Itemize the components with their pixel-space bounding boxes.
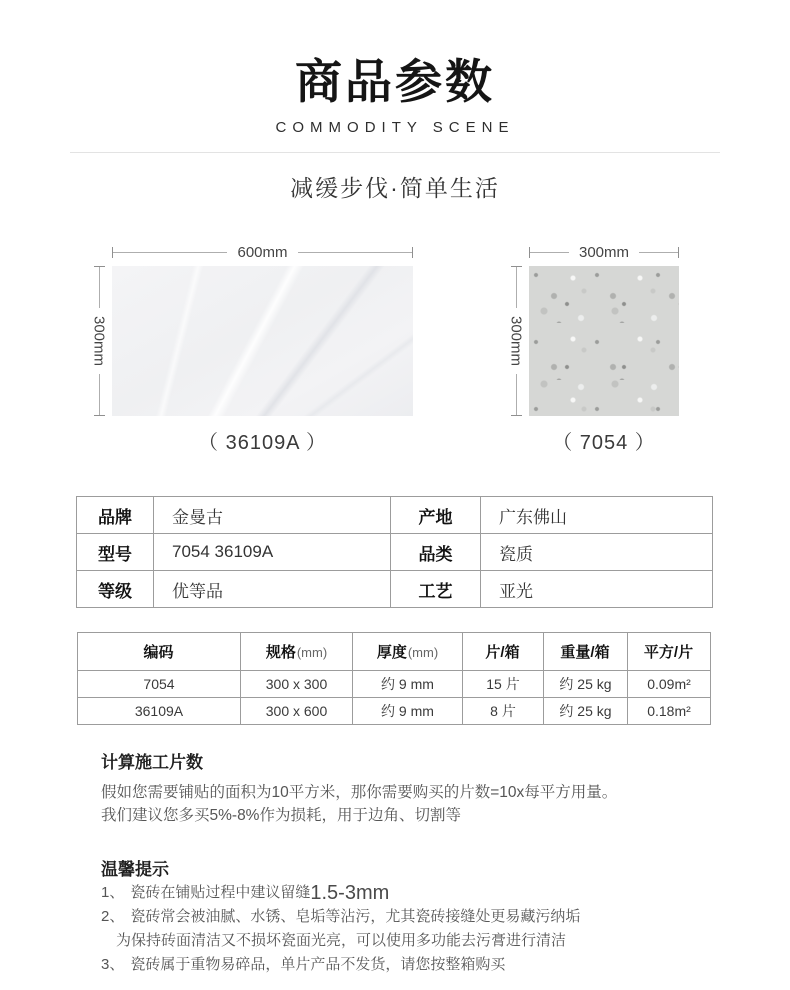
cell-area: 0.18m²	[628, 698, 711, 725]
spec-value-origin: 广东佛山	[481, 497, 713, 534]
dimension-tick	[412, 247, 413, 258]
tip-text: 为保持砖面清洁又不损坏瓷面光亮，可以使用多功能去污膏进行清洁	[116, 932, 567, 949]
spec-label-craft: 工艺	[391, 571, 481, 608]
width-dimension	[112, 245, 413, 259]
spec-row	[77, 497, 713, 534]
tile-figures	[0, 245, 790, 455]
size-table	[77, 632, 711, 725]
spec-label-category: 品类	[391, 534, 481, 571]
cell-thickness: 约 9 mm	[353, 698, 463, 725]
tip-item-2	[101, 906, 720, 928]
calc-section	[101, 753, 720, 827]
tile-image-36109a	[112, 266, 413, 416]
tile-caption-36109a: （ 36109A ）	[198, 432, 327, 454]
spec-table	[76, 496, 713, 608]
cell-code: 7054	[78, 671, 241, 698]
tip-number: 1、	[101, 884, 125, 901]
dimension-line	[113, 252, 227, 253]
dimension-line	[99, 374, 100, 415]
calc-line-1: 假如您需要铺贴的面积为10平方米，那你需要购买的片数=10x每平方用量。	[101, 784, 618, 801]
spec-label-brand: 品牌	[77, 497, 154, 534]
cell-weight: 约 25 kg	[544, 671, 628, 698]
dimension-line	[99, 267, 100, 308]
col-header-spec: 规格(mm)	[241, 633, 353, 671]
spec-label-grade: 等级	[77, 571, 154, 608]
spec-value-category: 瓷质	[481, 534, 713, 571]
tips-section	[101, 860, 720, 976]
calc-heading: 计算施工片数	[101, 753, 203, 772]
page-title: 商品参数	[295, 55, 495, 108]
tile-caption-7054: （ 7054 ）	[552, 432, 656, 454]
dimension-line	[516, 267, 517, 308]
col-header-thickness: 厚度(mm)	[353, 633, 463, 671]
cell-pieces: 15 片	[463, 671, 544, 698]
col-header-code: 编码	[78, 633, 241, 671]
cell-pieces: 8 片	[463, 698, 544, 725]
dimension-line	[298, 252, 412, 253]
spec-row	[77, 534, 713, 571]
size-table-row-36109a	[78, 698, 711, 725]
cell-thickness: 约 9 mm	[353, 671, 463, 698]
height-dimension	[503, 266, 529, 416]
tip-item-2-continued	[101, 930, 720, 952]
size-table-row-7054	[78, 671, 711, 698]
spec-label-model: 型号	[77, 534, 154, 571]
dimension-line	[639, 252, 678, 253]
tagline: 减缓步伐·简单生活	[290, 175, 500, 201]
spec-value-grade: 优等品	[154, 571, 391, 608]
height-dimension	[86, 266, 112, 416]
cell-weight: 约 25 kg	[544, 698, 628, 725]
dimension-tick	[678, 247, 679, 258]
width-dimension-label: 600mm	[237, 243, 288, 261]
height-dimension-label: 300mm	[507, 315, 525, 367]
tile-image-7054	[529, 266, 679, 416]
tip-item-1	[101, 882, 720, 904]
width-dimension	[529, 245, 679, 259]
tip-highlight-gap-size: 1.5-3mm	[310, 882, 390, 904]
calc-line-2: 我们建议您多买5%-8%作为损耗，用于边角、切割等	[101, 807, 461, 824]
cell-area: 0.09m²	[628, 671, 711, 698]
tips-heading: 温馨提示	[101, 860, 169, 879]
tip-text: 瓷砖属于重物易碎品，单片产品不发货，请您按整箱购买	[130, 956, 506, 973]
size-table-header-row	[78, 633, 711, 671]
tip-item-3	[101, 954, 720, 976]
tile-figure-7054	[503, 245, 679, 455]
dimension-line	[516, 374, 517, 415]
col-header-area-per-piece: 平方/片	[628, 633, 711, 671]
dimension-tick	[511, 415, 522, 416]
spec-value-brand: 金曼古	[154, 497, 391, 534]
tip-text: 瓷砖常会被油腻、水锈、皂垢等沾污，尤其瓷砖接缝处更易藏污纳垢	[130, 908, 581, 925]
dimension-line	[530, 252, 569, 253]
page-subtitle: COMMODITY SCENE	[275, 119, 515, 136]
spec-value-model: 7054 36109A	[154, 534, 391, 571]
col-header-weight-per-box: 重量/箱	[544, 633, 628, 671]
header-divider	[70, 152, 720, 153]
tip-number: 2、	[101, 908, 125, 925]
tile-figure-36109a	[86, 245, 413, 455]
spec-row	[77, 571, 713, 608]
col-header-pieces-per-box: 片/箱	[463, 633, 544, 671]
tip-text: 瓷砖在铺贴过程中建议留缝	[130, 884, 311, 901]
cell-code: 36109A	[78, 698, 241, 725]
tip-number: 3、	[101, 956, 125, 973]
spec-label-origin: 产地	[391, 497, 481, 534]
height-dimension-label: 300mm	[90, 315, 108, 367]
width-dimension-label: 300mm	[578, 243, 630, 261]
cell-spec: 300 x 600	[241, 698, 353, 725]
spec-value-craft: 亚光	[481, 571, 713, 608]
dimension-tick	[94, 415, 105, 416]
cell-spec: 300 x 300	[241, 671, 353, 698]
